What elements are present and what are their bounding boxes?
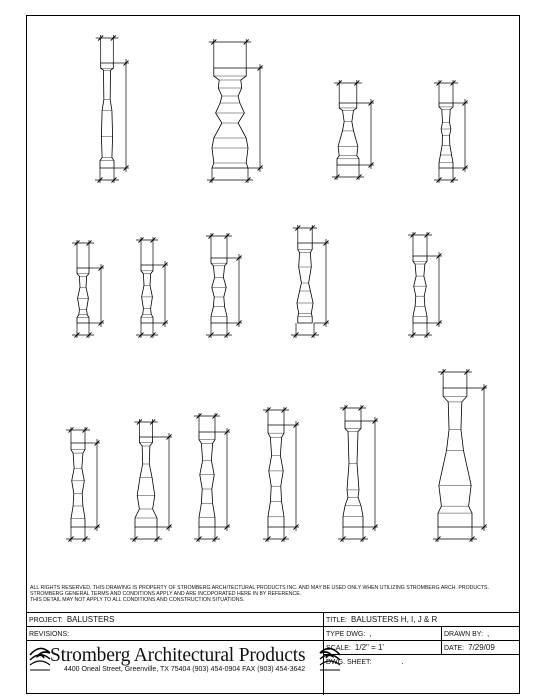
company-address: 4400 Oneal Street, Greenville, TX 75404 (903) 454-0904 FAX (903) 454-3642 <box>64 666 306 673</box>
sheet-value: . <box>401 657 404 666</box>
project-value: BALUSTERS <box>66 615 115 624</box>
title-block-divider-2 <box>441 627 442 655</box>
title-cell <box>323 613 520 627</box>
type-value: , <box>369 629 372 638</box>
date-key: DATE: <box>444 645 465 652</box>
revisions-cell <box>26 627 323 641</box>
type-key: TYPE DWG: <box>326 631 366 638</box>
company-name: Stromberg Architectural Products <box>50 645 306 666</box>
type-cell <box>323 627 441 641</box>
drawn-value: , <box>487 629 490 638</box>
sheet-key: DWG. SHEET: <box>326 659 372 666</box>
drawn-key: DRAWN BY: <box>444 631 484 638</box>
scale-value: 1/2" = 1' <box>354 643 384 652</box>
scale-key: SCALE: <box>326 645 351 652</box>
project-cell <box>26 613 323 627</box>
title-block-divider <box>323 613 324 695</box>
drawn-cell <box>441 627 520 641</box>
scale-cell <box>323 641 441 655</box>
note-line-2: STROMBERG GENERAL TERMS AND CONDITIONS APPLY AND ARE INCOPORATED HERE IN BY REFERENCE. <box>30 591 302 598</box>
date-value: 7/29/09 <box>468 643 495 652</box>
project-key: PROJECT: <box>29 617 63 624</box>
sheet-cell <box>323 655 520 669</box>
note-line-1: ALL RIGHTS RESERVED. THIS DRAWING IS PROPERTY OF STROMBERG ARCHITECTURAL PRODUCTS INC. AND MAY BE USED ONLY WHEN UTILIZING STROMBERG ARCH. PRODUCTS. <box>30 585 489 591</box>
legal-notes <box>30 585 520 604</box>
note-line-3: THIS DETAIL MAY NOT APPLY TO ALL CONDITIONS AND CONSTRUCTION SITUATIONS. <box>30 597 245 604</box>
revisions-key: REVISIONS: <box>29 631 70 638</box>
date-cell <box>441 641 520 655</box>
title-key: TITLE: <box>326 617 348 624</box>
title-value: BALUSTERS H, I, J & R <box>351 615 438 624</box>
